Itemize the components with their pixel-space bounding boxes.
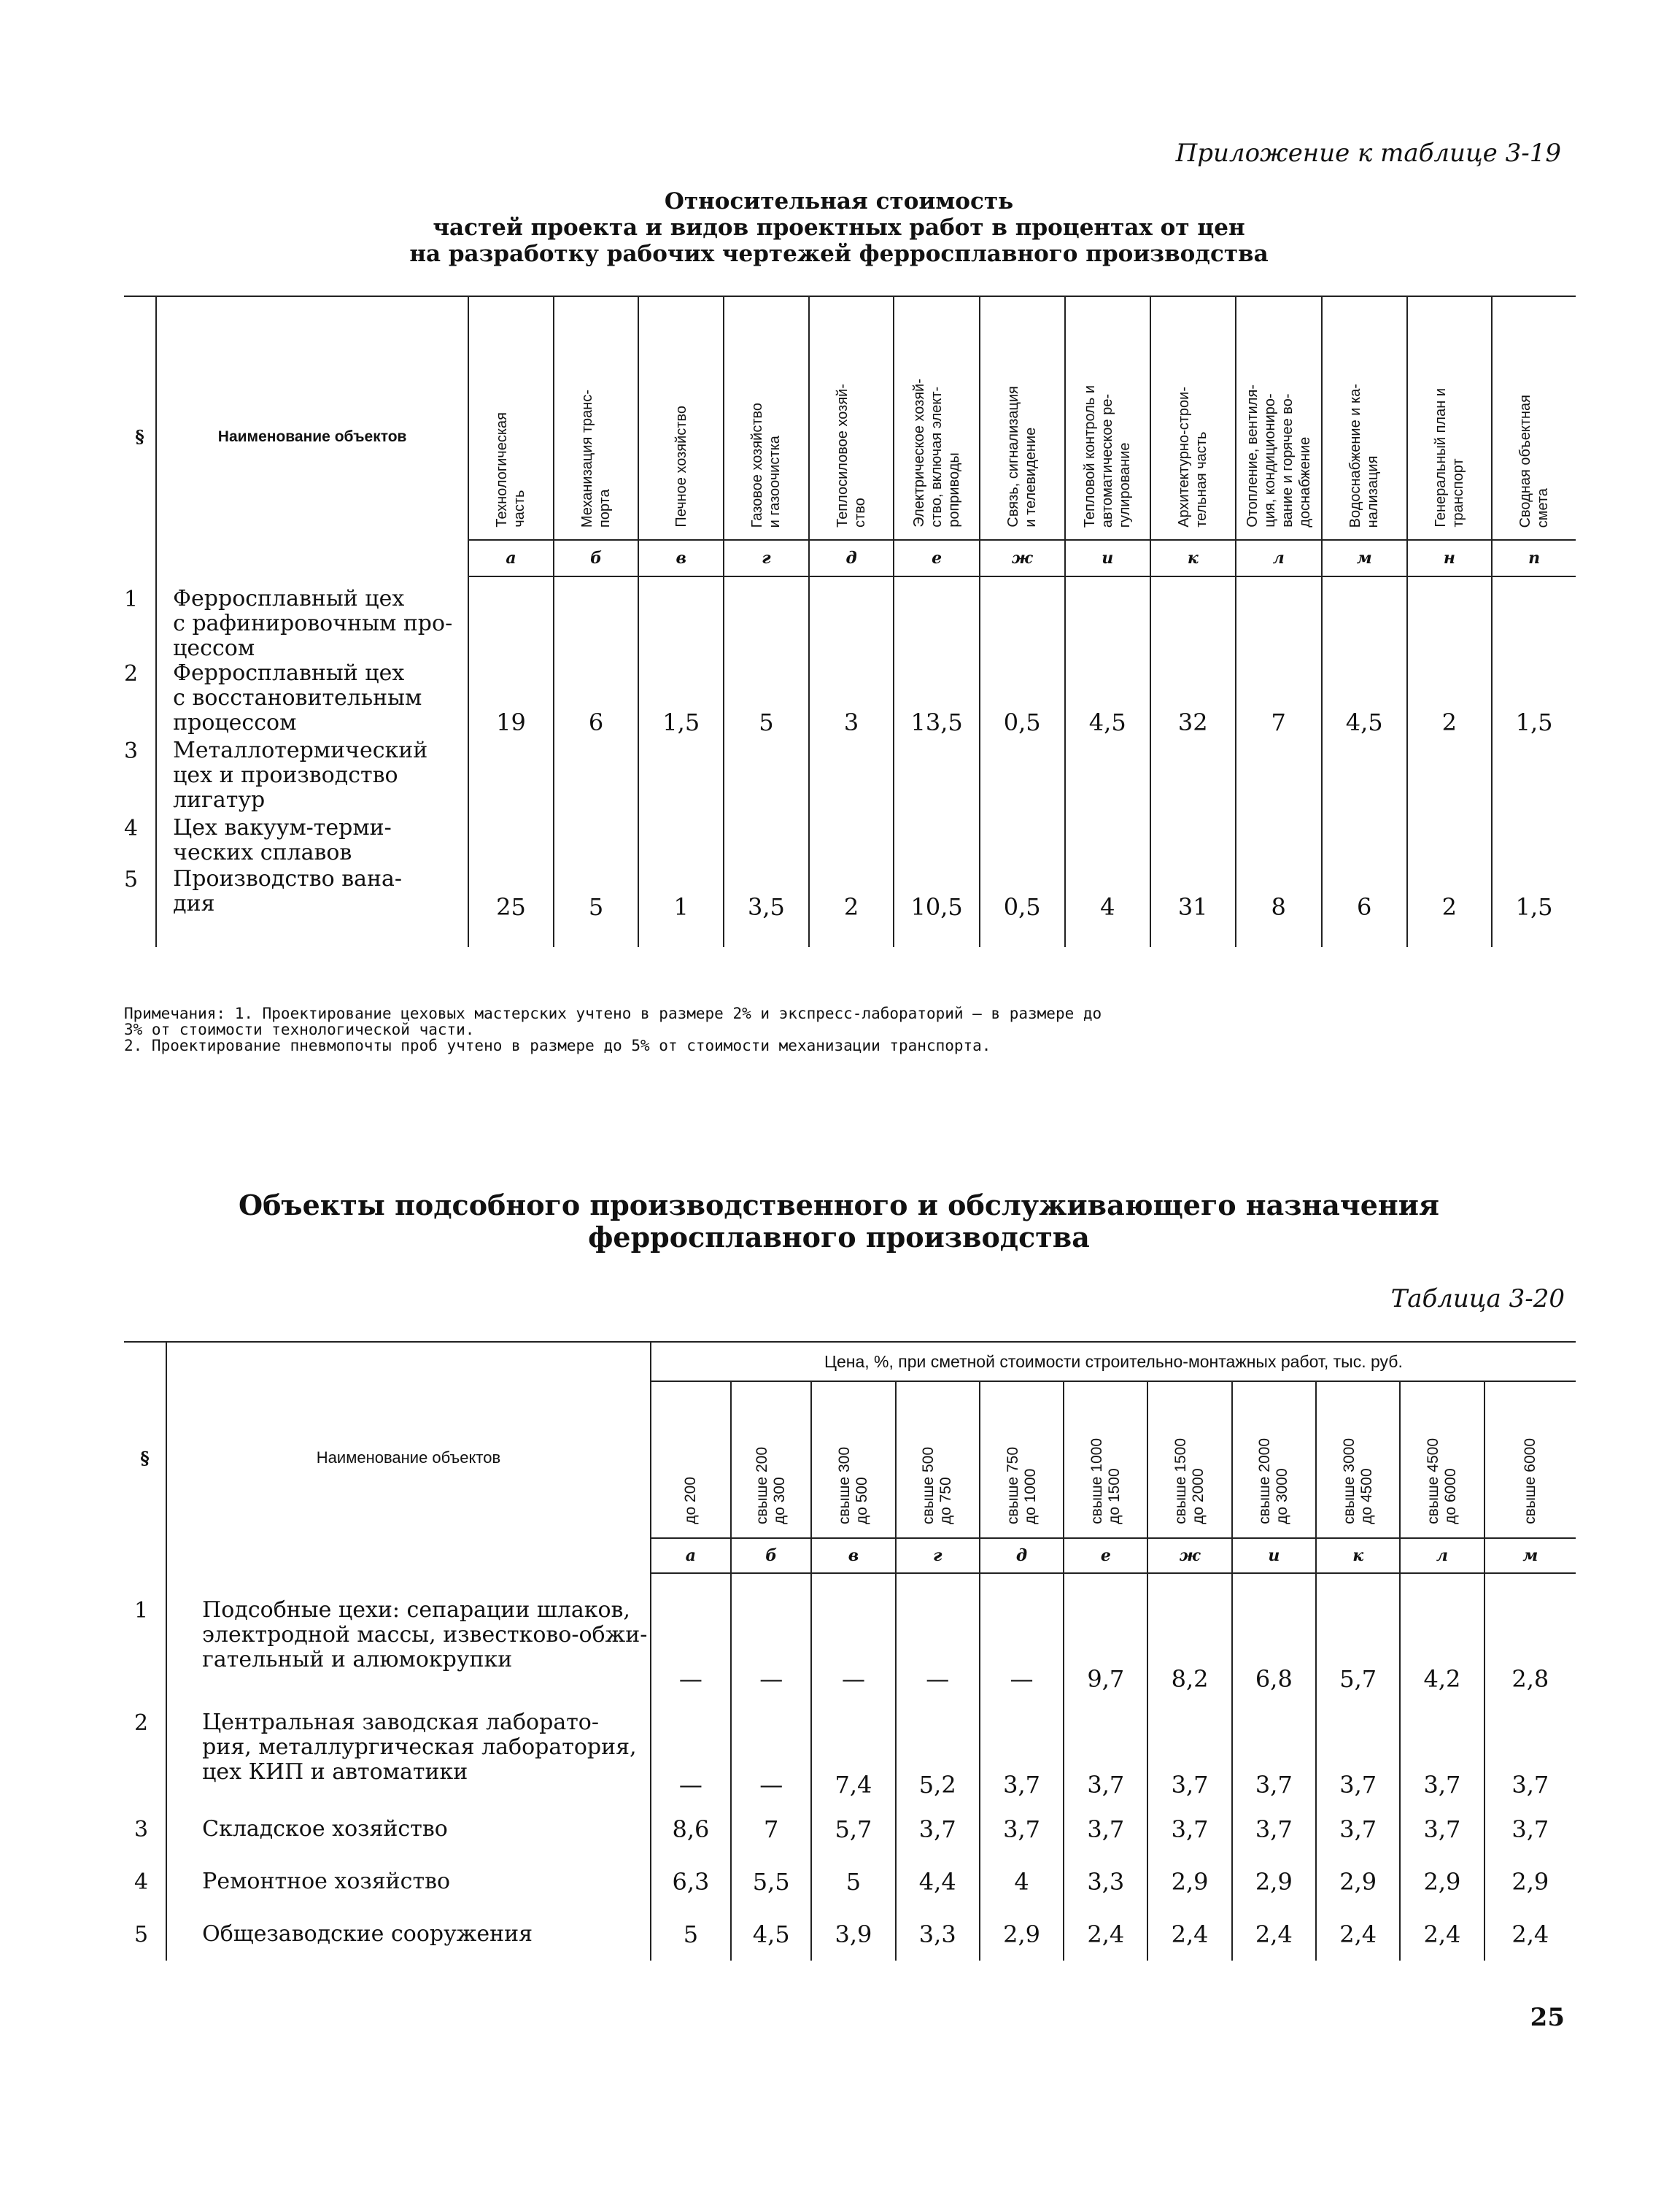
table-row (124, 1908, 1576, 1961)
row-number: 2 (134, 1710, 149, 1736)
column-letter: ж (1147, 1538, 1231, 1573)
column-header-text: свыше 750 до 1000 (1004, 1446, 1039, 1524)
column-letter: д (809, 540, 894, 576)
column-header-text: свыше 4500 до 6000 (1424, 1438, 1459, 1524)
column-header (1316, 1381, 1400, 1538)
appendix-label: Приложение к таблице 3-19 (1175, 139, 1561, 168)
column-header-text: свыше 500 до 750 (920, 1446, 955, 1524)
row-value: 3,7 (896, 1803, 980, 1856)
table-row (124, 1856, 1576, 1908)
row-value: 3,7 (1316, 1803, 1400, 1856)
row-value: — (651, 1573, 731, 1697)
row-value: 5 (811, 1856, 895, 1908)
column-header (1065, 296, 1150, 540)
row-value: 8,2 (1147, 1573, 1231, 1697)
column-letter: а (651, 1538, 731, 1573)
row-value: — (731, 1697, 811, 1803)
column-header-text: Отопление, вентиля- ция, кондициониро- вание и горячее во- доснабжение (1244, 385, 1313, 528)
column-header (1400, 1381, 1484, 1538)
row-value: 2,4 (1316, 1908, 1400, 1961)
column-letter: д (980, 1538, 1064, 1573)
column-header (980, 296, 1065, 540)
row-name: Ферросплавный цех с восстановительным процессом (156, 661, 468, 738)
row-value: 5 (554, 867, 639, 947)
row-value: — (811, 1573, 895, 1697)
row-number: 4 (134, 1869, 149, 1895)
row-value: 5,7 (811, 1803, 895, 1856)
row-value: 3,7 (1147, 1697, 1231, 1803)
row-value: 10,5 (894, 867, 979, 947)
row-value: 4,4 (896, 1856, 980, 1908)
row-value: 31 (1150, 867, 1236, 947)
row-value: 2,4 (1064, 1908, 1147, 1961)
column-letter: н (1407, 540, 1493, 576)
column-header (811, 1381, 895, 1538)
column-letter: л (1236, 540, 1322, 576)
table-row (124, 576, 1576, 661)
row-name: Ремонтное хозяйство (166, 1856, 651, 1908)
column-letter: к (1150, 540, 1236, 576)
column-header (896, 1381, 980, 1538)
table1 (124, 296, 1576, 947)
row-value: 6,3 (651, 1856, 731, 1908)
group-value: 0,5 (980, 576, 1065, 867)
column-header (1147, 1381, 1231, 1538)
row-value: 8 (1236, 867, 1322, 947)
table1-title-line: Относительная стоимость (664, 188, 1014, 215)
table2-title-line: ферросплавного производства (588, 1221, 1090, 1254)
group-value: 1,5 (638, 576, 724, 867)
row-value: — (731, 1573, 811, 1697)
column-header-text: Генеральный план и транспорт (1432, 388, 1466, 528)
row-value: 4 (1065, 867, 1150, 947)
column-letter: г (896, 1538, 980, 1573)
row-value: 5,7 (1316, 1573, 1400, 1697)
row-value: 8,6 (651, 1803, 731, 1856)
column-letter: г (724, 540, 809, 576)
row-value: 3,7 (1484, 1697, 1576, 1803)
row-value: 3,7 (1316, 1697, 1400, 1803)
row-value: — (980, 1573, 1064, 1697)
row-name: Общезаводские сооружения (166, 1908, 651, 1961)
row-value: 4 (980, 1856, 1064, 1908)
column-header (1232, 1381, 1316, 1538)
row-value: 2,9 (1484, 1856, 1576, 1908)
row-value: 3,7 (1484, 1803, 1576, 1856)
table1-title (219, 188, 1459, 267)
column-header-text: Электрическое хозяй- ство, включая элект- роприводы (911, 379, 963, 528)
row-number: 3 (134, 1816, 149, 1842)
column-header (638, 296, 724, 540)
row-value: 2,4 (1232, 1908, 1316, 1961)
row-value: 1,5 (1492, 867, 1576, 947)
row-value: 4,2 (1400, 1573, 1484, 1697)
row-name: Производство вана- дия (156, 867, 468, 947)
sec-header: § (124, 296, 156, 576)
column-header (894, 296, 979, 540)
table2-title-line: Объекты подсобного производственного и обслуживающего назначения (238, 1189, 1439, 1221)
column-letter: в (811, 1538, 895, 1573)
column-letter: а (468, 540, 554, 576)
column-header-text: Тепловой контроль и автоматическое ре- гулирование (1082, 385, 1134, 528)
column-header (1407, 296, 1493, 540)
row-value: 3,9 (811, 1908, 895, 1961)
row-value: 2,9 (980, 1908, 1064, 1961)
row-value: 2,8 (1484, 1573, 1576, 1697)
row-number: 1 (124, 587, 139, 612)
row-value: 3,7 (1400, 1697, 1484, 1803)
column-header-text: Газовое хозяйство и газоочистка (749, 402, 783, 528)
column-header-text: свыше 2000 до 3000 (1256, 1438, 1291, 1524)
row-name: Центральная заводская лаборато- рия, металлургическая лаборатория, цех КИП и автоматики (166, 1697, 651, 1803)
column-letter: и (1065, 540, 1150, 576)
column-letter: в (638, 540, 724, 576)
column-header (980, 1381, 1064, 1538)
row-name: Металлотермический цех и производство лигатур (156, 738, 468, 816)
row-value: 3,3 (896, 1908, 980, 1961)
column-header (1484, 1381, 1576, 1538)
table1-notes: Примечания: 1. Проектирование цеховых мастерских учтено в размере 2% и экспресс-лабораторий — в размере до 3% от стоимости технологической части. 2. Проектирование пневмопочты проб учтено в размере до 5% от стоимости механизации транспорта. (124, 1005, 1102, 1054)
column-letter: и (1232, 1538, 1316, 1573)
row-value: 3,7 (980, 1697, 1064, 1803)
column-letter: п (1492, 540, 1576, 576)
row-value: 9,7 (1064, 1573, 1147, 1697)
table1-title-line: частей проекта и видов проектных работ в процентах от цен (433, 215, 1245, 241)
row-value: 25 (468, 867, 554, 947)
column-header-text: свыше 3000 до 4500 (1340, 1438, 1375, 1524)
row-value: 2,4 (1484, 1908, 1576, 1961)
column-letter: е (894, 540, 979, 576)
column-header (1492, 296, 1576, 540)
column-header-text: Связь, сигнализация и телевидение (1005, 386, 1040, 528)
row-value: 2 (1407, 867, 1493, 947)
row-value: 3,7 (1064, 1697, 1147, 1803)
table-number: Таблица 3-20 (1390, 1284, 1565, 1313)
row-value: 2,9 (1232, 1856, 1316, 1908)
row-value: 2,4 (1400, 1908, 1484, 1961)
column-header (1064, 1381, 1147, 1538)
row-value: 7 (731, 1803, 811, 1856)
row-value: 3,5 (724, 867, 809, 947)
row-value: 2 (809, 867, 894, 947)
column-letter: м (1322, 540, 1407, 576)
column-header (809, 296, 894, 540)
column-header-text: свыше 300 до 500 (835, 1446, 870, 1524)
table-row (124, 1697, 1576, 1803)
row-value: 3,7 (1147, 1803, 1231, 1856)
row-value: 2,9 (1400, 1856, 1484, 1908)
group-value: 3 (809, 576, 894, 867)
name-header: Наименование объектов (156, 296, 468, 576)
row-value: 4,5 (731, 1908, 811, 1961)
column-header-text: Водоснабжение и ка- нализация (1347, 383, 1382, 528)
row-value: 3,7 (1232, 1697, 1316, 1803)
column-letter: к (1316, 1538, 1400, 1573)
row-value: — (896, 1573, 980, 1697)
column-header-text: свыше 1000 до 1500 (1088, 1438, 1123, 1524)
column-header-text: Механизация транс- порта (579, 389, 613, 528)
row-value: 2,4 (1147, 1908, 1231, 1961)
page-number: 25 (1530, 2003, 1565, 2032)
row-name: Складское хозяйство (166, 1803, 651, 1856)
row-value: 3,7 (1400, 1803, 1484, 1856)
row-number: 5 (134, 1921, 149, 1947)
table1-title-line: на разработку рабочих чертежей ферросплавного производства (409, 241, 1269, 267)
group-value: 32 (1150, 576, 1236, 867)
row-value: 6 (1322, 867, 1407, 947)
row-number: 2 (124, 661, 139, 687)
column-header (1150, 296, 1236, 540)
row-value: 3,7 (980, 1803, 1064, 1856)
name-header: Наименование объектов (166, 1342, 651, 1573)
column-header (724, 296, 809, 540)
column-header-text: Теплосиловое хозяй- ство (835, 384, 869, 528)
column-header-text: Технологическая часть (494, 412, 528, 528)
column-header (651, 1381, 731, 1538)
group-value: 7 (1236, 576, 1322, 867)
row-value: 5 (651, 1908, 731, 1961)
column-letter: ж (980, 540, 1065, 576)
row-value: 0,5 (980, 867, 1065, 947)
group-value: 5 (724, 576, 809, 867)
column-header-text: свыше 6000 (1521, 1438, 1538, 1524)
group-value: 2 (1407, 576, 1493, 867)
table-row (124, 867, 1576, 947)
row-value: 3,7 (1064, 1803, 1147, 1856)
row-value: 5,2 (896, 1697, 980, 1803)
row-value: 6,8 (1232, 1573, 1316, 1697)
group-value: 13,5 (894, 576, 979, 867)
group-value: 6 (554, 576, 639, 867)
table2-title (219, 1189, 1459, 1254)
row-value: 7,4 (811, 1697, 895, 1803)
column-header (554, 296, 639, 540)
column-letter: е (1064, 1538, 1147, 1573)
row-value: 1 (638, 867, 724, 947)
price-group-header: Цена, %, при сметной стоимости строительно-монтажных работ, тыс. руб. (651, 1342, 1576, 1381)
row-number: 4 (124, 816, 139, 841)
row-name: Ферросплавный цех с рафинировочным про- цессом (156, 576, 468, 661)
row-number: 5 (124, 867, 139, 892)
column-header-text: Архитектурно-строи- тельная часть (1176, 387, 1210, 528)
column-header-text: Сводная объектная смета (1517, 394, 1552, 528)
row-value: 3,7 (1232, 1803, 1316, 1856)
column-letter: м (1484, 1538, 1576, 1573)
column-header (1322, 296, 1407, 540)
row-value: 2,9 (1147, 1856, 1231, 1908)
column-letter: л (1400, 1538, 1484, 1573)
column-header-text: свыше 200 до 300 (754, 1446, 789, 1524)
column-header-text: до 200 (681, 1477, 699, 1524)
row-number: 1 (134, 1598, 149, 1623)
table-row (124, 1573, 1576, 1697)
row-value: — (651, 1697, 731, 1803)
column-header-text: свыше 1500 до 2000 (1172, 1438, 1207, 1524)
row-value: 2,9 (1316, 1856, 1400, 1908)
row-name: Цех вакуум-терми- ческих сплавов (156, 816, 468, 867)
column-header-text: Печное хозяйство (673, 406, 689, 528)
table2 (124, 1341, 1576, 1961)
group-value: 4,5 (1065, 576, 1150, 867)
table-row (124, 1803, 1576, 1856)
sec-header: § (124, 1342, 166, 1573)
column-letter: б (554, 540, 639, 576)
column-header (1236, 296, 1322, 540)
column-header (731, 1381, 811, 1538)
row-number: 3 (124, 738, 139, 764)
row-value: 3,3 (1064, 1856, 1147, 1908)
group-value: 19 (468, 576, 554, 867)
row-name: Подсобные цехи: сепарации шлаков, электродной массы, известково-обжи- гательный и алюмокрупки (166, 1573, 651, 1697)
group-value: 1,5 (1492, 576, 1576, 867)
row-value: 5,5 (731, 1856, 811, 1908)
column-header (468, 296, 554, 540)
column-letter: б (731, 1538, 811, 1573)
group-value: 4,5 (1322, 576, 1407, 867)
